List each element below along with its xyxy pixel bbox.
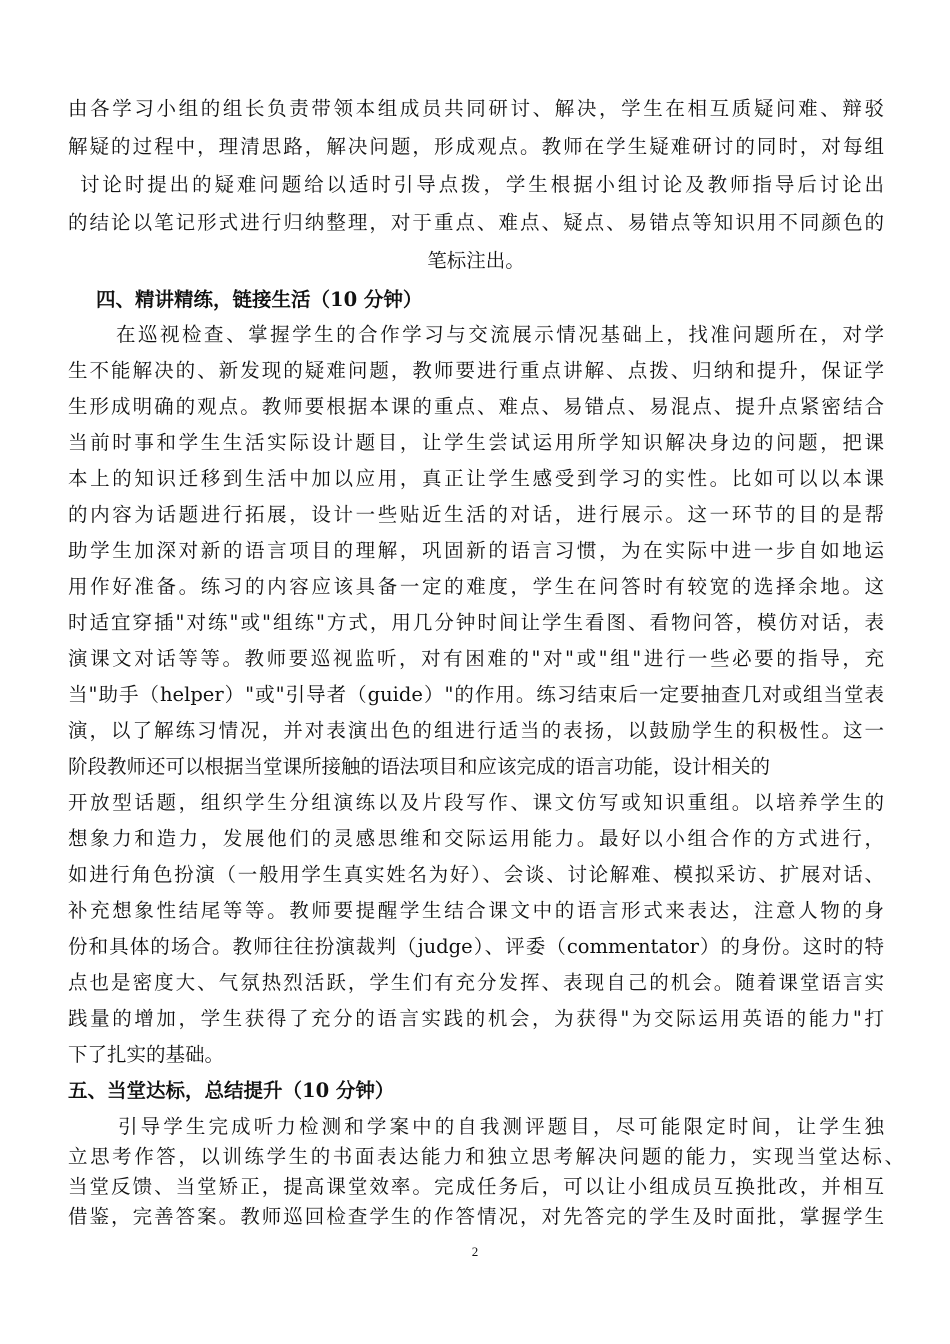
paragraph-line: 讨论时提出的疑难问题给以适时引导点拨，学生根据小组讨论及教师指导后讨论出 [80, 173, 884, 196]
paragraph-line: 开放型话题，组织学生分组演练以及片段写作、课文仿写或知识重组。以培养学生的 [68, 791, 884, 814]
paragraph-line: 演课文对话等等。教师要巡视监听，对有困难的"对"或"组"进行一些必要的指导，充 [68, 647, 884, 670]
paragraph-line: 当堂反馈、当堂矫正，提高课堂效率。完成任务后，可以让小组成员互换批改，并相互 [68, 1175, 884, 1198]
paragraph-line: 生形成明确的观点。教师要根据本课的重点、难点、易错点、易混点、提升点紧密结合 [68, 395, 884, 418]
paragraph-line: 的结论以笔记形式进行归纳整理，对于重点、难点、疑点、易错点等知识用不同颜色的 [68, 211, 884, 234]
paragraph-line: 引导学生完成听力检测和学案中的自我测评题目，尽可能限定时间，让学生独 [118, 1115, 884, 1138]
paragraph-line: 立思考作答，以训练学生的书面表达能力和独立思考解决问题的能力，实现当堂达标、 [68, 1145, 904, 1168]
paragraph-line: 笔标注出。 [427, 249, 525, 272]
paragraph-line: 演，以了解练习情况，并对表演出色的组进行适当的表扬，以鼓励学生的积极性。这一 [68, 719, 884, 742]
paragraph-line: 的内容为话题进行拓展，设计一些贴近生活的对话，进行展示。这一环节的目的是帮 [68, 503, 884, 526]
paragraph-line: 本上的知识迁移到生活中加以应用，真正让学生感受到学习的实性。比如可以以本课 [68, 467, 884, 490]
paragraph-line: 如进行角色扮演（一般用学生真实姓名为好）、会谈、讨论解难、模拟采访、扩展对话、 [68, 863, 884, 886]
section-heading: 四、精讲精练，链接生活（10 分钟） [96, 288, 423, 311]
paragraph-line: 用作好准备。练习的内容应该具备一定的难度，学生在问答时有较宽的选择余地。这 [68, 575, 884, 598]
section-heading: 五、当堂达标，总结提升（10 分钟） [68, 1079, 395, 1102]
paragraph-line: 点也是密度大、气氛热烈活跃，学生们有充分发挥、表现自己的机会。随着课堂语言实 [68, 971, 884, 994]
paragraph-line: 当前时事和学生生活实际设计题目，让学生尝试运用所学知识解决身边的问题，把课 [68, 431, 884, 454]
paragraph-line: 借鉴，完善答案。教师巡回检查学生的作答情况，对先答完的学生及时面批，掌握学生 [68, 1205, 884, 1228]
paragraph-line: 践量的增加，学生获得了充分的语言实践的机会，为获得"为交际运用英语的能力"打 [68, 1007, 884, 1030]
paragraph-line: 时适宜穿插"对练"或"组练"方式，用几分钟时间让学生看图、看物问答，模仿对话，表 [68, 611, 884, 634]
paragraph-line: 当"助手（helper）"或"引导者（guide）"的作用。练习结束后一定要抽查几对或组当堂表 [68, 683, 884, 706]
paragraph-line: 解疑的过程中，理清思路，解决问题，形成观点。教师在学生疑难研讨的同时，对每组 [68, 135, 884, 158]
paragraph-line: 阶段教师还可以根据当堂课所接触的语法项目和应该完成的语言功能，设计相关的 [68, 755, 771, 778]
paragraph-line: 补充想象性结尾等等。教师要提醒学生结合课文中的语言形式来表达，注意人物的身 [68, 899, 884, 922]
paragraph-line: 想象力和造力，发展他们的灵感思维和交际运用能力。最好以小组合作的方式进行， [68, 827, 884, 850]
paragraph-line: 由各学习小组的组长负责带领本组成员共同研讨、解决，学生在相互质疑问难、辩驳 [68, 97, 884, 120]
paragraph-line: 生不能解决的、新发现的疑难问题，教师要进行重点讲解、点拨、归纳和提升，保证学 [68, 359, 884, 382]
page-number: 2 [471, 1244, 479, 1259]
paragraph-line: 助学生加深对新的语言项目的理解，巩固新的语言习惯，为在实际中进一步自如地运 [68, 539, 884, 562]
paragraph-line: 在巡视检查、掌握学生的合作学习与交流展示情况基础上，找准问题所在，对学 [116, 323, 884, 346]
paragraph-line: 下了扎实的基础。 [68, 1043, 225, 1066]
paragraph-line: 份和具体的场合。教师往往扮演裁判（judge）、评委（commentator）的身份。这时的特 [68, 935, 884, 958]
